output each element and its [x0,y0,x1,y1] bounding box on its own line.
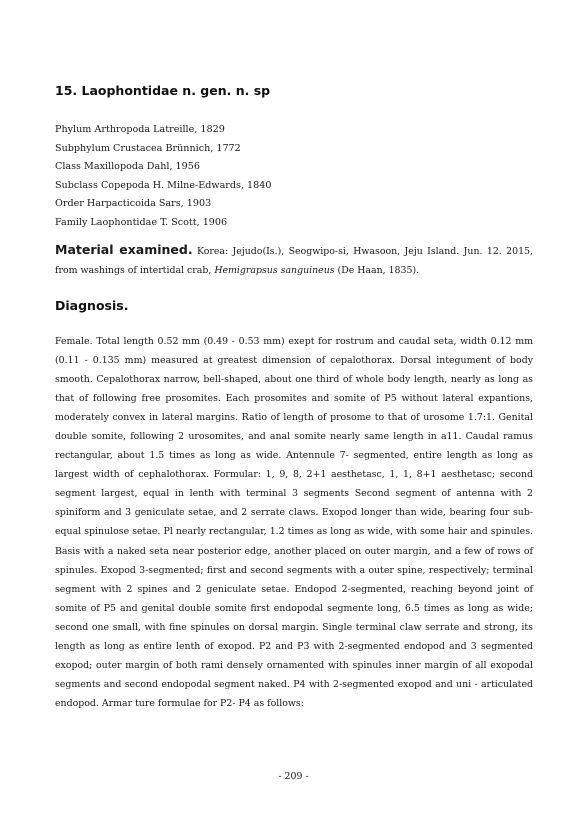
material-label: Material examined. [55,242,193,257]
taxonomy-family: Family Laophontidae T. Scott, 1906 [55,216,228,228]
diagnosis-heading: Diagnosis. [55,298,129,313]
section-title: 15. Laophontidae n. gen. n. sp [55,83,271,98]
taxonomy-subphylum: Subphylum Crustacea Brünnich, 1772 [55,142,241,154]
taxonomy-list [55,121,271,233]
taxonomy-phylum: Phylum Arthropoda Latreille, 1829 [55,124,225,135]
host-species-name: Hemigrapsus sanguineus [214,265,335,276]
taxonomy-subclass: Subclass Copepoda H. Milne-Edwards, 1840 [55,179,272,191]
material-text-after: (De Haan, 1835). [334,265,420,276]
taxonomy-order: Order Harpacticoida Sars, 1903 [55,198,212,210]
page-number: - 209 - [278,771,309,782]
material-text-before: Korea: Jejudo(Is.), Seogwipo-si, Hwasoon, Jeju Island. Jun. 12. 2015, from washings of intertidal crab, [55,246,533,276]
material-examined-paragraph [55,240,533,280]
taxonomy-class: Class Maxillopoda Dahl, 1956 [55,161,200,173]
diagnosis-paragraph: Female. Total length 0.52 mm (0.49 - 0.53 mm) exept for rostrum and caudal seta, width 0.12 mm (0.11 - 0.135 mm) measured at greatest dimension of cepalothorax. Dorsal integument of body smooth. Cepalothorax narrow, bell-shaped, about one third of whole body length, nearly as long as that of following free prosomites. Each prosomites and somite of P5 without lateral expantions, moderately convex in lateral margins. Ratio of length of prosome to that of urosome 1.7:1. Genital double somite, following 2 urosomites, and anal somite nearly same length in a11. Caudal ramus rectangular, about 1.5 times as long as wide. Antennule 7- segmented, entire length as long as largest width of cephalothorax. Formular: 1, 9, 8, 2+1 aesthetasc, 1, 1, 8+1 aesthetasc; second segment largest, equal in lenth with terminal 3 segments Second segment of antenna with 2 spiniform and 3 geniculate setae, and 2 serrate claws. Exopod longer than wide, bearing four sub- equal spinulose setae. Pl nearly rectangular, 1.2 times as long as wide, with some hair and spinules. Basis with a naked seta near posterior edge, another placed on outer margin, and a few of rows of spinules. Exopod 3-segmented; first and second segments with a outer spine, respectively; terminal segment with 2 spines and 2 geniculate setae. Endopod 2-segmented, reaching beyond joint of somite of P5 and genital double somite first endopodal segmente long, 6.5 times as long as wide; second one small, with fine spinules on dorsal margin. Single terminal claw serrate and strong, its length as long as entire lenth of exopod. P2 and P3 with 2-segmented endopod and 3 segmented exopod; outer margin of both rami densely ornamented with spinules inner margin of all exopodal segments and second endopodal segment naked. P4 with 2-segmented exopod and uni - articulated endopod. Armar ture formulae for P2- P4 as follows: [55,336,533,709]
